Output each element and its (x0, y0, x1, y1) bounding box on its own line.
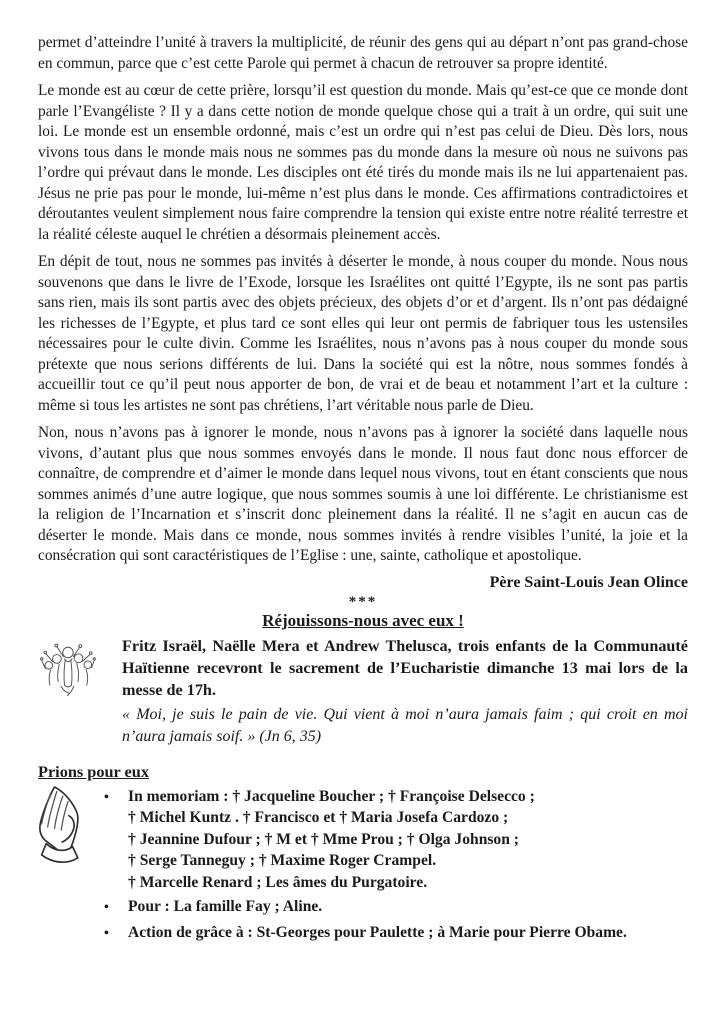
list-item-line: In memoriam : † Jacqueline Boucher ; † Françoise Delsecco ; (128, 787, 535, 805)
bullet-icon: • (104, 925, 109, 941)
body-paragraph: Le monde est au cœur de cette prière, lorsqu’il est question du monde. Mais qu’est-ce que ce monde dont parle l’Evangéliste ? Il y a dans cette notion de monde quelque chose qui a trait à un ordre, qui suit une loi. Le monde est un ensemble ordonné, mais c’est un ordre qui n’est pas celui de Dieu. Dès lors, nous vivons tous dans le monde mais nous ne sommes pas du monde dans la mesure où nous ne suivons pas l’ordre qui prévaut dans le monde. Les disciples ont été tirés du monde mais ils ne lui appartenaient pas. Jésus ne prie pas pour le monde, lui-même n’est plus dans le monde. Ces affirmations contradictoires et déroutantes veulent simplement nous faire comprendre la tension qui existe entre notre réalité terrestre et la réalité céleste auquel le chrétien a désormais pleinement accès. (38, 82, 688, 243)
prayer-intentions-list (104, 786, 688, 945)
prions-heading: Prions pour eux (38, 761, 149, 781)
body-paragraph: permet d’atteindre l’unité à travers la multiplicité, de réunir des gens qui au départ n’ont pas grand-chose en commun, parce que c’est cette Parole qui permet à chacun de retrouver sa propre identité. (38, 34, 688, 72)
bullet-icon: • (104, 900, 109, 915)
prions-section (38, 762, 688, 945)
list-item-line: Action de grâce à : St-Georges pour Paulette ; à Marie pour Pierre Obame. (128, 923, 627, 941)
list-item-line: † Jeannine Dufour ; † M et † Mme Prou ; † Olga Johnson ; (128, 830, 519, 848)
celebrating-people-icon (40, 688, 96, 705)
body-paragraph: Non, nous n’avons pas à ignorer le monde, nous n’avons pas à ignorer la société dans laquelle nous vivons, d’autant plus que nous sommes envoyés dans le monde. Il nous faut donc nous efforcer de connaître, de comprendre et d’aimer le monde dans lequel nous vivons, tout en étant conscients que nous sommes animés d’une autre logique, que nous sommes soumis à une loi différente. Le christianisme est la religion de l’Incarnation et s’inscrit donc pleinement dans la réalité. Il ne s’agit en aucun cas de déserter le monde. Mais dans ce monde, nous sommes invités à rendre visibles l’unité, la joie et la consécration qui sont caractéristiques de l’Eglise : une, sainte, catholique et apostolique. (38, 424, 688, 564)
list-item (104, 786, 688, 894)
author-signature: Père Saint-Louis Jean Olince (489, 573, 688, 591)
rejoice-section (38, 611, 688, 748)
list-item-line: † Serge Tanneguy ; † Maxime Roger Crampel. (128, 852, 437, 869)
list-item-line: Pour : La famille Fay ; Aline. (128, 898, 323, 915)
scripture-quote: « Moi, je suis le pain de vie. Qui vient à moi n’aura jamais faim ; qui croit en moi n’aura jamais soif. » (Jn 6, 35) (122, 705, 688, 745)
list-item-line: † Michel Kuntz . † Francisco et † Maria Josefa Cardozo ; (128, 809, 509, 826)
list-item (104, 896, 688, 919)
praying-hands-icon (21, 784, 97, 869)
rejoice-heading: Réjouissons-nous avec eux ! (262, 610, 464, 630)
list-item (104, 922, 688, 945)
list-item-line: † Marcelle Renard ; Les âmes du Purgatoire. (128, 873, 428, 891)
bullet-icon: • (104, 789, 109, 805)
asterisk-separator: *** (348, 593, 378, 610)
body-paragraph: En dépit de tout, nous ne sommes pas invités à déserter le monde, à nous couper du monde. Nous nous souvenons que dans le livre de l’Exode, lorsque les Israélites ont quitté l’Egypte, ils ne sont pas partis sans rien, mais ils sont partis avec des objets précieux, des objets d’or et d’argent. Ils n’ont pas dédaigné les richesses de l’Egypte, et plus tard ce sont elles qui leur ont permis de fabriquer tous les ustensiles nécessaires pour le culte divin. Comme les Israélites, nous n’avons pas à nous couper du monde sous prétexte que nous serions différents de lui. Dans la société qui est la nôtre, nous sommes fondés à accueillir tout ce qu’il peut nous apporter de bon, de vrai et de beau et notamment l’art et la culture : même si tous les artistes ne sont pas chrétiens, l’art véritable nous parle de Dieu. (38, 253, 688, 414)
first-communion-announcement: Fritz Israël, Naëlle Mera et Andrew Thelusca, trois enfants de la Communauté Haïtienne recevront le sacrement de l’Eucharistie dimanche 13 mai lors de la messe de 17h. (122, 636, 688, 699)
